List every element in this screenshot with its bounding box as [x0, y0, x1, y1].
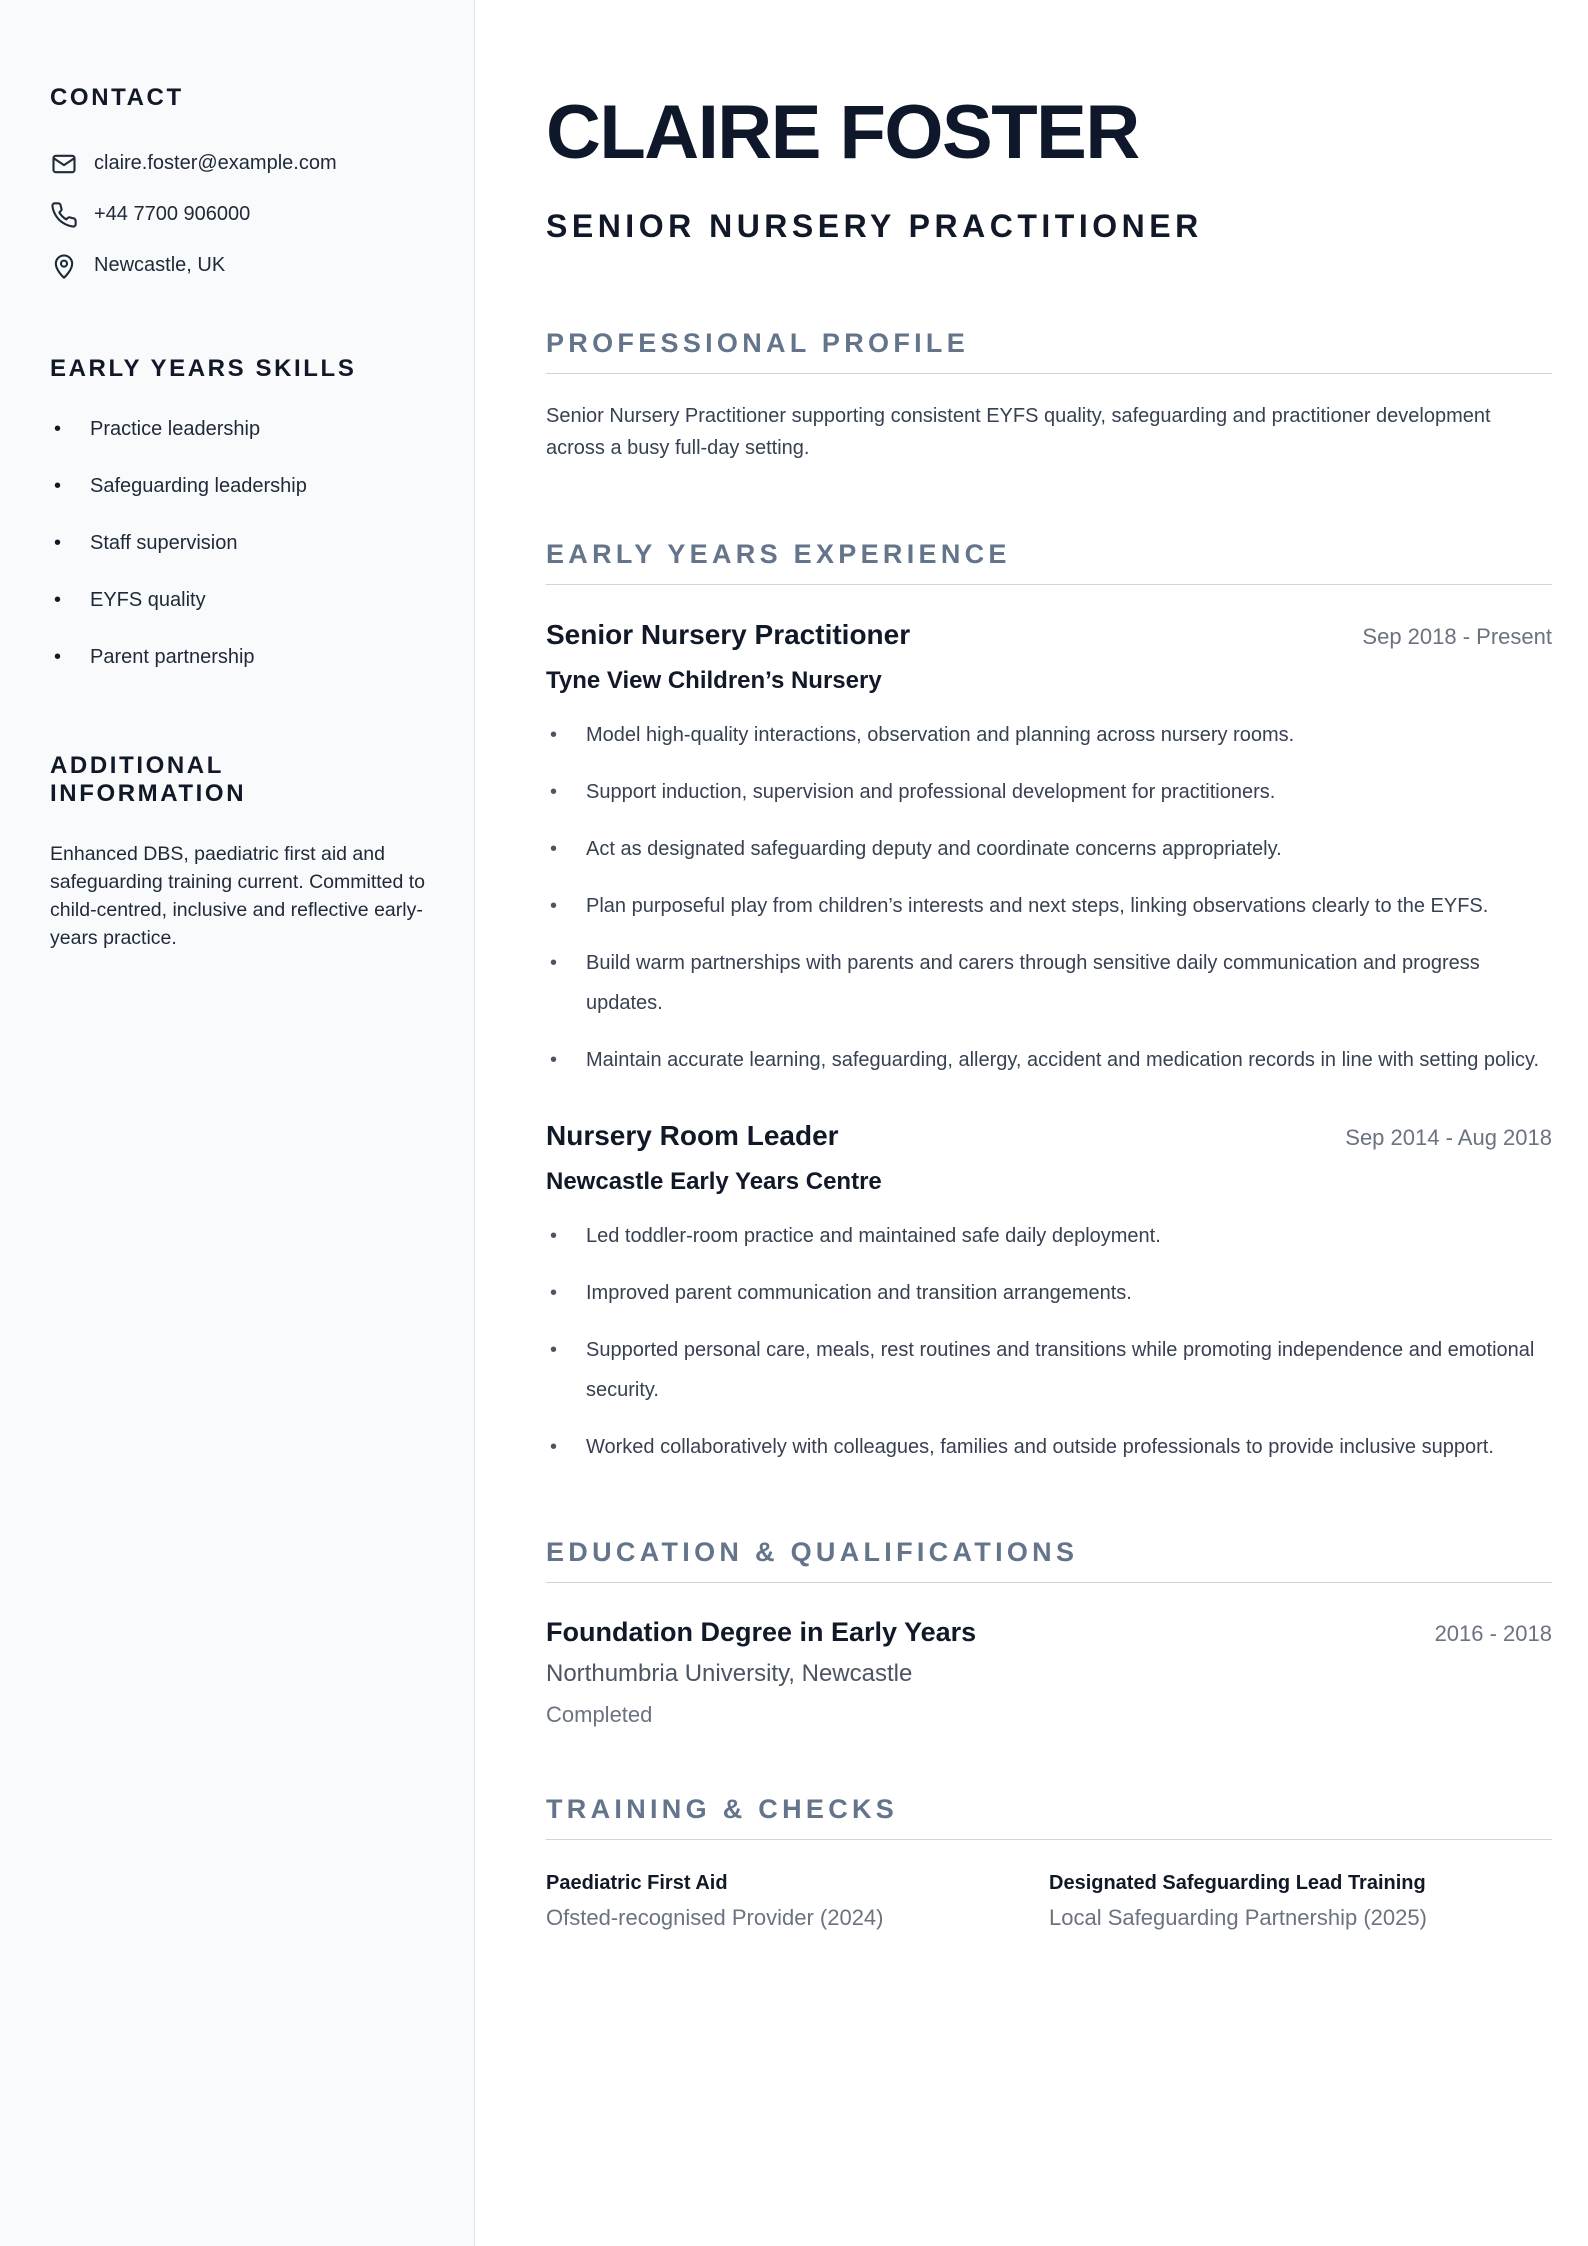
job-role: Nursery Room Leader [546, 1120, 839, 1151]
job-organisation: Tyne View Children’s Nursery [546, 667, 882, 694]
map-pin-icon [50, 252, 78, 280]
skill-item: • EYFS quality [50, 588, 424, 645]
training-provider: Ofsted-recognised Provider (2024) [546, 1905, 884, 1930]
mail-icon [50, 150, 78, 178]
contact-phone[interactable] [50, 189, 424, 240]
job-bullet: • Support induction, supervision and professional development for practitioners. [546, 772, 1552, 812]
experience-heading: EARLY YEARS EXPERIENCE [546, 539, 1552, 585]
contact-list [50, 138, 424, 291]
job-bullet: • Worked collaboratively with colleagues, families and outside professionals to provide inclusive support. [546, 1427, 1552, 1467]
training-item [1049, 1872, 1552, 1931]
contact-email-text: claire.foster@example.com [94, 152, 337, 174]
skill-item: • Practice leadership [50, 417, 424, 474]
job-bullet: • Maintain accurate learning, safeguarding, allergy, accident and medication records in line with setting policy. [546, 1040, 1552, 1080]
skills-heading: EARLY YEARS SKILLS [50, 355, 357, 382]
education-degree: Foundation Degree in Early Years [546, 1617, 977, 1647]
skill-item: • Parent partnership [50, 645, 424, 702]
job-bullet: • Led toddler-room practice and maintained safe daily deployment. [546, 1216, 1552, 1256]
job-entry [546, 619, 1552, 1080]
job-bullets [546, 1216, 1552, 1467]
job-role: Senior Nursery Practitioner [546, 619, 911, 650]
skill-item: • Safeguarding leadership [50, 474, 424, 531]
job-bullets [546, 715, 1552, 1080]
profile-heading: PROFESSIONAL PROFILE [546, 328, 1552, 374]
job-bullet: • Act as designated safeguarding deputy and coordinate concerns appropriately. [546, 829, 1552, 869]
contact-location-text: Newcastle, UK [94, 254, 226, 276]
contact-email[interactable] [50, 138, 424, 189]
job-bullet: • Improved parent communication and transition arrangements. [546, 1273, 1552, 1313]
additional-info-text: Enhanced DBS, paediatric first aid and safeguarding training current. Committed to child-centred, inclusive and reflective early-years practice. [50, 843, 426, 949]
main-content [475, 0, 1588, 2246]
candidate-name: CLAIRE FOSTER [546, 90, 1139, 175]
education-status: Completed [546, 1702, 653, 1727]
contact-phone-text: +44 7700 906000 [94, 203, 251, 225]
education-entry [546, 1617, 1552, 1728]
training-name: Paediatric First Aid [546, 1872, 728, 1894]
job-bullet: • Supported personal care, meals, rest routines and transitions while promoting independence and emotional security. [546, 1330, 1552, 1410]
job-entry [546, 1120, 1552, 1467]
sidebar [0, 0, 475, 2246]
candidate-title: SENIOR NURSERY PRACTITIONER [546, 208, 1203, 244]
job-organisation: Newcastle Early Years Centre [546, 1168, 882, 1195]
training-heading: TRAINING & CHECKS [546, 1794, 1552, 1840]
training-grid [546, 1872, 1552, 1931]
profile-text: Senior Nursery Practitioner supporting consistent EYFS quality, safeguarding and practitioner development across a busy full-day setting. [546, 405, 1491, 459]
job-bullet: • Build warm partnerships with parents and carers through sensitive daily communication and progress updates. [546, 943, 1552, 1023]
education-heading: EDUCATION & QUALIFICATIONS [546, 1537, 1552, 1583]
additional-info-heading: ADDITIONAL INFORMATION [50, 752, 247, 807]
contact-heading: CONTACT [50, 84, 184, 111]
education-years: 2016 - 2018 [1434, 1621, 1552, 1646]
job-dates: Sep 2018 - Present [1362, 624, 1552, 649]
skill-list [50, 417, 424, 702]
training-item [546, 1872, 1049, 1931]
job-bullet: • Model high-quality interactions, observation and planning across nursery rooms. [546, 715, 1552, 755]
training-name: Designated Safeguarding Lead Training [1049, 1872, 1426, 1894]
contact-location [50, 240, 424, 291]
phone-icon [50, 201, 78, 229]
training-provider: Local Safeguarding Partnership (2025) [1049, 1905, 1427, 1930]
skill-item: • Staff supervision [50, 531, 424, 588]
job-dates: Sep 2014 - Aug 2018 [1345, 1125, 1552, 1150]
education-school: Northumbria University, Newcastle [546, 1660, 913, 1687]
job-bullet: • Plan purposeful play from children’s interests and next steps, linking observations clearly to the EYFS. [546, 886, 1552, 926]
